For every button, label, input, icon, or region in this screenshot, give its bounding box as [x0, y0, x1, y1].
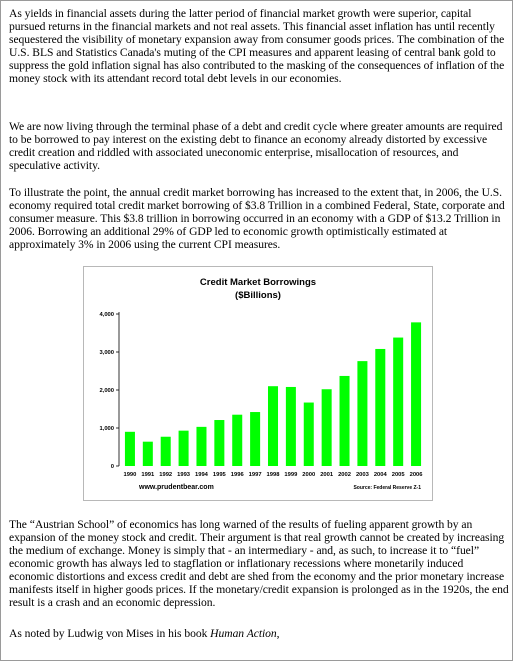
bar-1995 — [214, 420, 224, 466]
y-tick-label: 0 — [110, 464, 114, 470]
bar-2004 — [375, 349, 385, 466]
bar-1992 — [161, 437, 171, 466]
x-tick-label: 2004 — [373, 472, 387, 478]
mises-intro-trailing-comma: , — [276, 627, 280, 640]
bar-1993 — [179, 431, 189, 466]
x-tick-label: 1998 — [266, 472, 280, 478]
paragraph-credit-borrowing-illustration: To illustrate the point, the annual credit market borrowing has increased to the extent that, in 2006, the U.S. economy required total credit market borrowing of $3.8 Trillion in a combined Federal, State, corporate and consumer measure. This $3.8 trillion in borrowing occurred in an economy with a GDP of $13.2 Trillion in 2006. Borrowing an additional 29% of GDP led to economic growth optimistically estimated at approximately 3% in 2006 using the current CPI measures. — [9, 186, 505, 251]
x-tick-label: 1993 — [177, 472, 191, 478]
y-tick-label: 2,000 — [99, 388, 114, 394]
x-tick-label: 2001 — [320, 472, 334, 478]
bar-1997 — [250, 412, 260, 466]
x-tick-label: 1997 — [248, 472, 262, 478]
paragraph-debt-credit-cycle: We are now living through the terminal phase of a debt and credit cycle where greater amounts are required to be borrowed to pay interest on the existing debt to finance an economy already distorted by excessive credit creation and riddled with associated uneconomic enterprise, misallocation of resources, and speculative activity. — [9, 120, 503, 172]
bar-1991 — [143, 442, 153, 466]
credit-market-borrowings-chart — [83, 266, 433, 501]
x-tick-label: 2005 — [391, 472, 405, 478]
chart-svg — [84, 267, 432, 500]
chart-subtitle: ($Billions) — [235, 290, 281, 301]
y-tick-label: 1,000 — [99, 426, 114, 432]
mises-intro-text: As noted by Ludwig von Mises in his book — [9, 627, 211, 640]
x-tick-label: 2002 — [338, 472, 351, 478]
y-tick-label: 3,000 — [99, 350, 114, 356]
y-axis-ticks — [99, 312, 119, 470]
x-tick-label: 1990 — [123, 472, 137, 478]
x-tick-label: 2003 — [355, 472, 369, 478]
bar-2003 — [357, 361, 367, 466]
x-tick-label: 2006 — [409, 472, 423, 478]
y-tick-label: 4,000 — [99, 312, 114, 318]
chart-title: Credit Market Borrowings — [199, 277, 317, 288]
chart-footer-url: www.prudentbear.com — [139, 484, 214, 491]
x-tick-label: 1995 — [212, 472, 226, 478]
bar-1999 — [286, 387, 296, 466]
bar-1994 — [196, 427, 206, 466]
x-tick-label: 1994 — [195, 472, 208, 478]
bar-series — [125, 322, 421, 466]
x-axis-ticks — [123, 472, 423, 478]
x-tick-label: 1996 — [230, 472, 244, 478]
paragraph-mises-intro — [9, 627, 509, 640]
book-title-human-action: Human Action — [210, 627, 277, 640]
paragraph-austrian-school: The “Austrian School” of economics has long warned of the results of fueling apparent growth by an expansion of the money stock and credit. Their argument is that real growth cannot be created by increasing the medium of exchange. Money is simply that - an intermediary - and, as such, to increase it to “fuel” economic growth has always led to stagflation or inflationary recessions where monetarily induced economic distortions and excess credit and debt are shed from the economy and the prior monetary increase manifests itself in higher goods prices. If the monetary/credit expansion is prolonged as in the 1920s, the end result is a crash and an economic depression. — [9, 518, 509, 609]
bar-1996 — [232, 415, 242, 466]
bar-2006 — [411, 322, 421, 466]
bar-2005 — [393, 338, 403, 466]
x-tick-label: 1999 — [284, 472, 298, 478]
x-tick-label: 1991 — [141, 472, 155, 478]
bar-2002 — [340, 376, 350, 466]
paragraph-financial-asset-inflation: As yields in financial assets during the latter period of financial market growth were superior, capital pursued returns in the financial markets and not real assets. This financial asset inflation has until recently sequestered the visibility of monetary expansion away from consumer goods prices. The combination of the U.S. BLS and Statistics Canada's muting of the CPI measures and apparent leasing of central bank gold to suppress the gold inflation signal has also contributed to the masking of the consequences of inflation of the money stock with its attendant record total debt levels in our economies. — [9, 7, 505, 85]
bar-2000 — [304, 403, 314, 466]
x-tick-label: 2000 — [302, 472, 316, 478]
chart-source-note: Source: Federal Reserve Z-1 — [353, 485, 421, 491]
bar-2001 — [322, 389, 332, 466]
x-tick-label: 1992 — [159, 472, 173, 478]
bar-1990 — [125, 432, 135, 466]
bar-1998 — [268, 386, 278, 466]
